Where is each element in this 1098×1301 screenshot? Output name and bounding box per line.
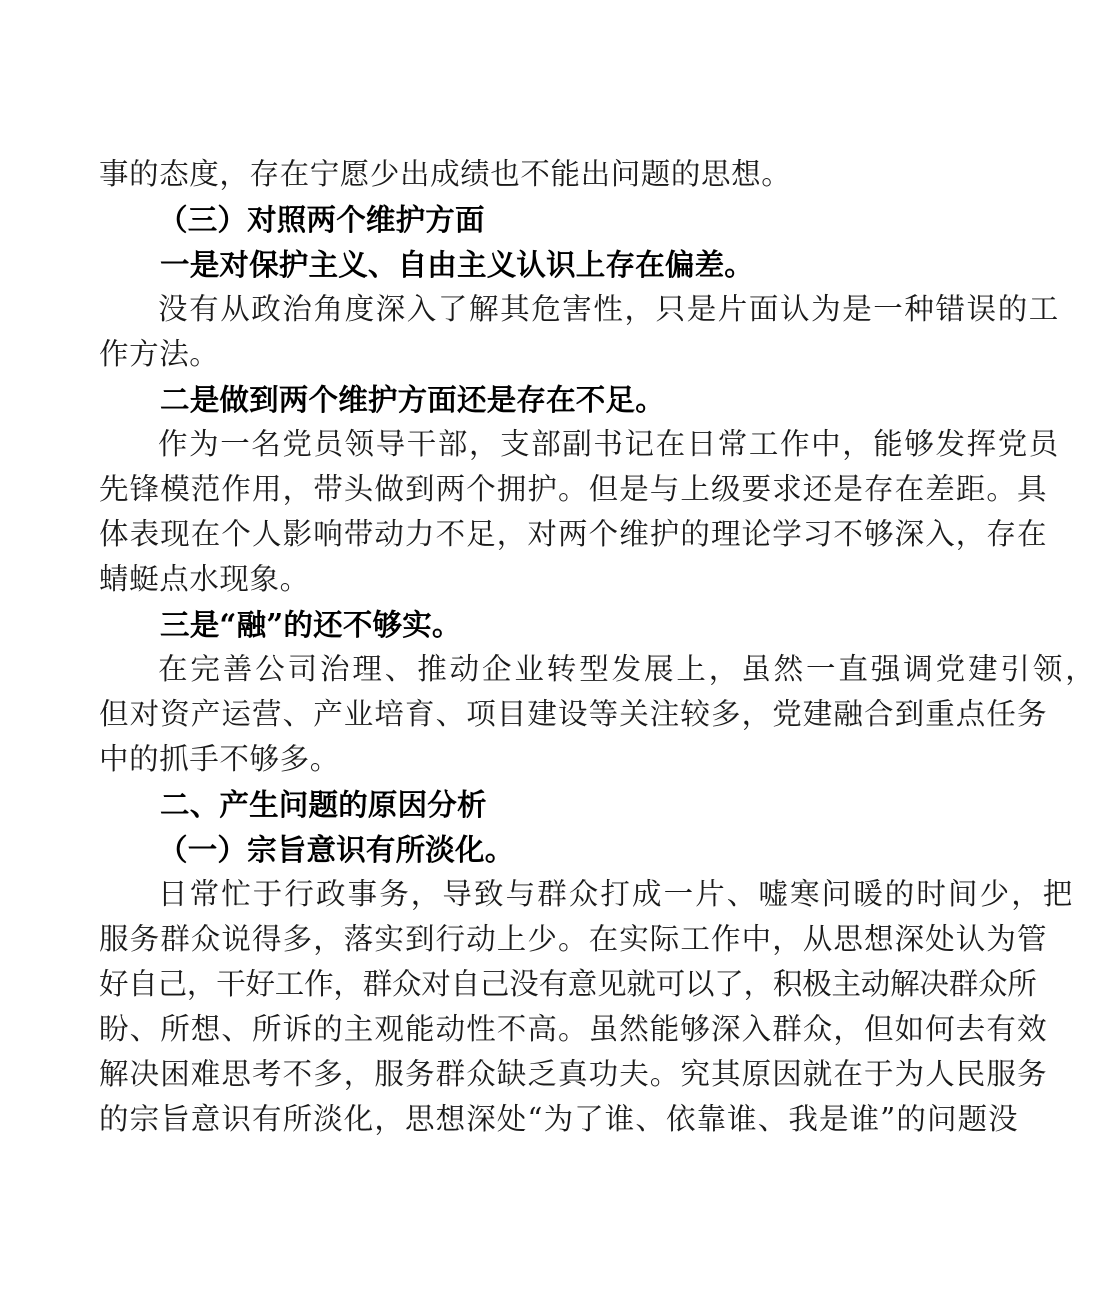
heading-section-two: 二、产生问题的原因分析 <box>160 787 487 822</box>
text-line: 但对资产运营、产业培育、项目建设等关注较多，党建融合到重点任务 <box>99 697 1048 731</box>
text-line: 作为一名党员领导干部，支部副书记在日常工作中，能够发挥党员 <box>158 427 1060 461</box>
text-line: 服务群众说得多，落实到行动上少。在实际工作中，从思想深处认为管 <box>99 922 1048 956</box>
text-line: 中的抓手不够多。 <box>99 742 340 776</box>
text-line: 体表现在个人影响带动力不足，对两个维护的理论学习不够深入，存在 <box>99 517 1048 551</box>
text-line: 好自己，干好工作，群众对自己没有意见就可以了，积极主动解决群众所 <box>99 967 1037 1001</box>
text-line: 解决困难思考不多，服务群众缺乏真功夫。究其原因就在于为人民服务 <box>99 1057 1048 1091</box>
text-line: 在完善公司治理、推动企业转型发展上，虽然一直强调党建引领， <box>158 652 1098 686</box>
heading-subsection-one: （一）宗旨意识有所淡化。 <box>158 832 515 867</box>
heading-section-three: （三）对照两个维护方面 <box>158 202 485 237</box>
heading-item-one: 一是对保护主义、自由主义认识上存在偏差。 <box>160 247 755 282</box>
text-line: 事的态度，存在宁愿少出成绩也不能出问题的思想。 <box>99 157 792 191</box>
text-line: 蜻蜓点水现象。 <box>99 562 310 596</box>
text-line: 没有从政治角度深入了解其危害性，只是片面认为是一种错误的工 <box>158 292 1060 326</box>
text-line: 日常忙于行政事务，导致与群众打成一片、嘘寒问暖的时间少，把 <box>158 877 1075 911</box>
text-line: 盼、所想、所诉的主观能动性不高。虽然能够深入群众，但如何去有效 <box>99 1012 1048 1046</box>
heading-item-two: 二是做到两个维护方面还是存在不足。 <box>160 382 665 417</box>
document-text-body <box>99 152 1098 1142</box>
text-line: 作方法。 <box>99 337 220 371</box>
text-line: 先锋模范作用，带头做到两个拥护。但是与上级要求还是存在差距。具 <box>99 472 1048 506</box>
heading-item-three: 三是“融”的还不够实。 <box>160 607 462 642</box>
text-line: 的宗旨意识有所淡化，思想深处“为了谁、依靠谁、我是谁”的问题没 <box>99 1102 1019 1136</box>
